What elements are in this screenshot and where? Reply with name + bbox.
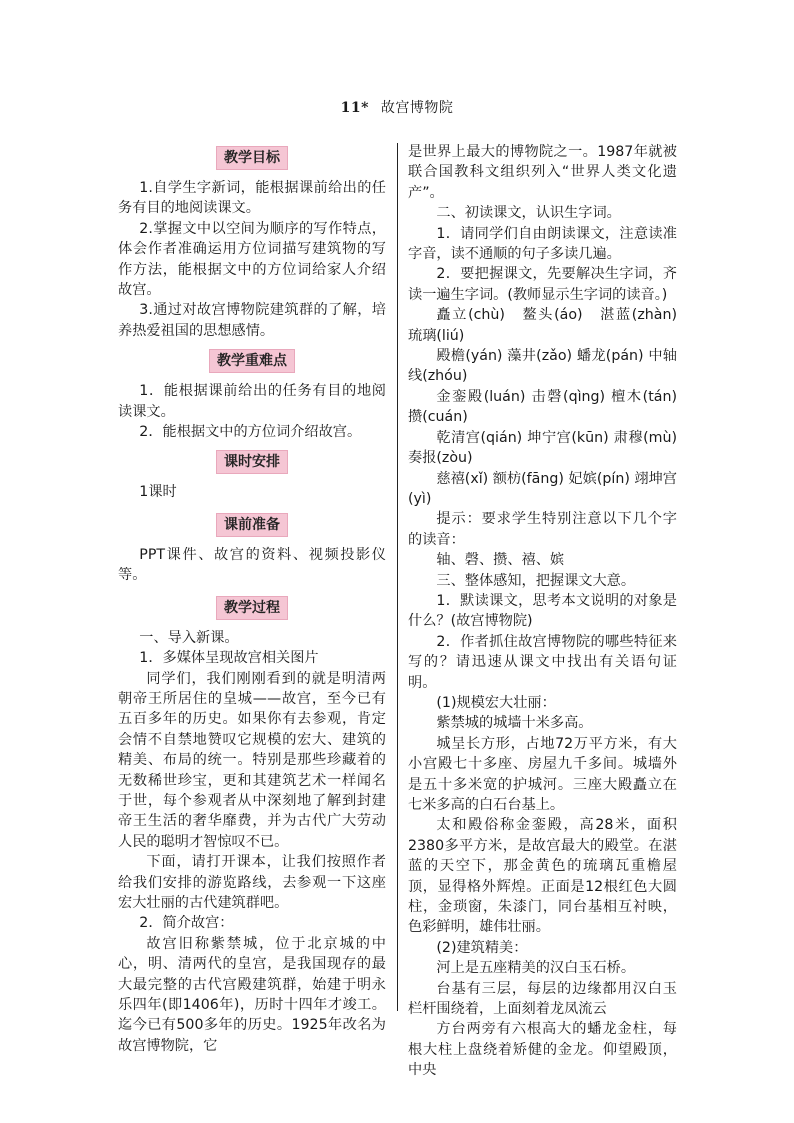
lesson-number: 11* bbox=[340, 100, 369, 116]
process-step-2: 1．多媒体呈现故宫相关图片 bbox=[139, 650, 319, 667]
time-heading: 课时安排 bbox=[118, 450, 386, 476]
process-para-1: 同学们，我们刚刚看到的就是明清两朝帝王所居住的皇城——故宫，至今已有五百多年的历史。如果你有去参观，肯定会情不自禁地赞叹它规模的宏大、建筑的精美、布局的统一。特别是那些珍藏着的无数稀世珍宝，更和其建筑艺术一样闻名于世，每个参观者从中深刻地了解到封建帝王生活的奢华靡费，并为古代广大劳动人民的聪明才智惊叹不已。 bbox=[118, 670, 386, 850]
vocab-line-5: 慈禧(xǐ) 额枋(fāng) 妃嫔(pín) 翊坤宫(yì) bbox=[408, 470, 677, 507]
right-para-2: 1．请同学们自由朗读课文，注意读准字音，读不通顺的句子多读几遍。 bbox=[408, 225, 677, 263]
key-heading: 教学重难点 bbox=[118, 349, 386, 375]
lesson-title: 故宫博物院 bbox=[380, 100, 454, 116]
column-divider bbox=[397, 143, 398, 1011]
right-para-18: (2)建筑精美： bbox=[436, 939, 528, 956]
key-1: 1．能根据课前给出的任务有目的地阅读课文。 bbox=[118, 383, 386, 420]
right-para-12: 1．默读课文，思考本文说明的对象是什么？(故宫博物院) bbox=[408, 592, 677, 630]
right-para-11: 三、整体感知，把握课文大意。 bbox=[436, 572, 636, 589]
time-text: 1课时 bbox=[139, 484, 177, 501]
key-2: 2．能根据文中的方位词介绍故宫。 bbox=[139, 424, 362, 441]
process-step-1: 一、导入新课。 bbox=[139, 629, 239, 646]
prep-heading: 课前准备 bbox=[118, 513, 386, 539]
page-title bbox=[0, 97, 794, 117]
process-step-3: 2．简介故宫： bbox=[139, 915, 234, 932]
right-para-20: 台基有三层，每层的边缘都用汉白玉栏杆围绕着，上面刻着龙凤流云 bbox=[408, 980, 677, 1018]
right-para-14: (1)规模宏大壮丽： bbox=[436, 694, 556, 711]
vocab-line-2: 殿檐(yán) 藻井(zǎo) 蟠龙(pán) 中轴线(zhóu) bbox=[408, 348, 677, 385]
prep-text: PPT课件、故宫的资料、视频投影仪等。 bbox=[118, 546, 386, 584]
right-para-0: 是世界上最大的博物院之一。1987年就被联合国教科文组织列入“世界人类文化遗产”。 bbox=[408, 144, 677, 201]
goal-3: 3.通过对故宫博物院建筑群的了解，培养热爱祖国的思想感情。 bbox=[118, 302, 386, 339]
right-para-10: 轴、磬、攒、禧、嫔 bbox=[436, 552, 565, 569]
process-heading: 教学过程 bbox=[118, 596, 386, 622]
vocab-line-4: 乾清宫(qián) 坤宁宫(kūn) 肃穆(mù) 奏报(zòu) bbox=[408, 429, 677, 467]
right-para-3: 2．要把握课文，先要解决生字词，齐读一遍生字词。(教师显示生字词的读音。) bbox=[408, 266, 677, 303]
vocab-line-3: 金銮殿(luán) 击磬(qìng) 檀木(tán) 攒(cuán) bbox=[408, 388, 677, 426]
right-para-1: 二、初读课文，认识生字词。 bbox=[436, 205, 621, 222]
right-para-13: 2．作者抓住故宫博物院的哪些特征来写的？请迅速从课文中找出有关语句证明。 bbox=[408, 633, 677, 691]
right-column bbox=[408, 142, 692, 1081]
process-para-2: 下面，请打开课本，让我们按照作者给我们安排的游览路线，去参观一下这座宏大壮丽的古代建筑群吧。 bbox=[118, 854, 386, 911]
right-para-16: 城呈长方形，占地72万平方米，有大小宫殿七十多座、房屋九千多间。城墙外是五十多米宽的护城河。三座大殿矗立在七米多高的白石台基上。 bbox=[408, 735, 677, 813]
goals-heading: 教学目标 bbox=[118, 146, 386, 172]
left-column bbox=[118, 142, 386, 1056]
right-para-15: 紫禁城的城墙十米多高。 bbox=[436, 715, 593, 732]
goal-2: 2.掌握文中以空间为顺序的写作特点，体会作者准确运用方位词描写建筑物的写作方法，能根据文中的方位词给家人介绍故宫。 bbox=[118, 220, 386, 299]
vocab-line-1: 矗立(chù) 鳌头(áo) 湛蓝(zhàn) 琉璃(liú) bbox=[408, 307, 692, 344]
right-para-19: 河上是五座精美的汉白玉石桥。 bbox=[436, 960, 636, 977]
process-para-3: 故宫旧称紫禁城，位于北京城的中心，明、清两代的皇宫，是我国现存的最大最完整的古代宫殿建筑群，始建于明永乐四年(即1406年)，历时十四年才竣工。迄今已有500多年的历史。1925年改名为故宫博物院，它 bbox=[118, 935, 386, 1054]
right-para-21: 方台两旁有六根高大的蟠龙金柱，每根大柱上盘绕着矫健的金龙。仰望殿顶，中央 bbox=[408, 1021, 677, 1079]
right-para-9: 提示：要求学生特别注意以下几个字的读音： bbox=[408, 511, 677, 548]
right-para-17: 太和殿俗称金銮殿，高28米，面积2380多平方米，是故宫最大的殿堂。在湛蓝的天空下，那金黄色的琉璃瓦重檐屋顶，显得格外辉煌。正面是12根红色大圆柱，金琐窗，朱漆门，同台基相互衬映，色彩鲜明，雄伟壮丽。 bbox=[408, 817, 677, 936]
goal-1: 1.自学生字新词，能根据课前给出的任务有目的地阅读课文。 bbox=[118, 180, 386, 217]
